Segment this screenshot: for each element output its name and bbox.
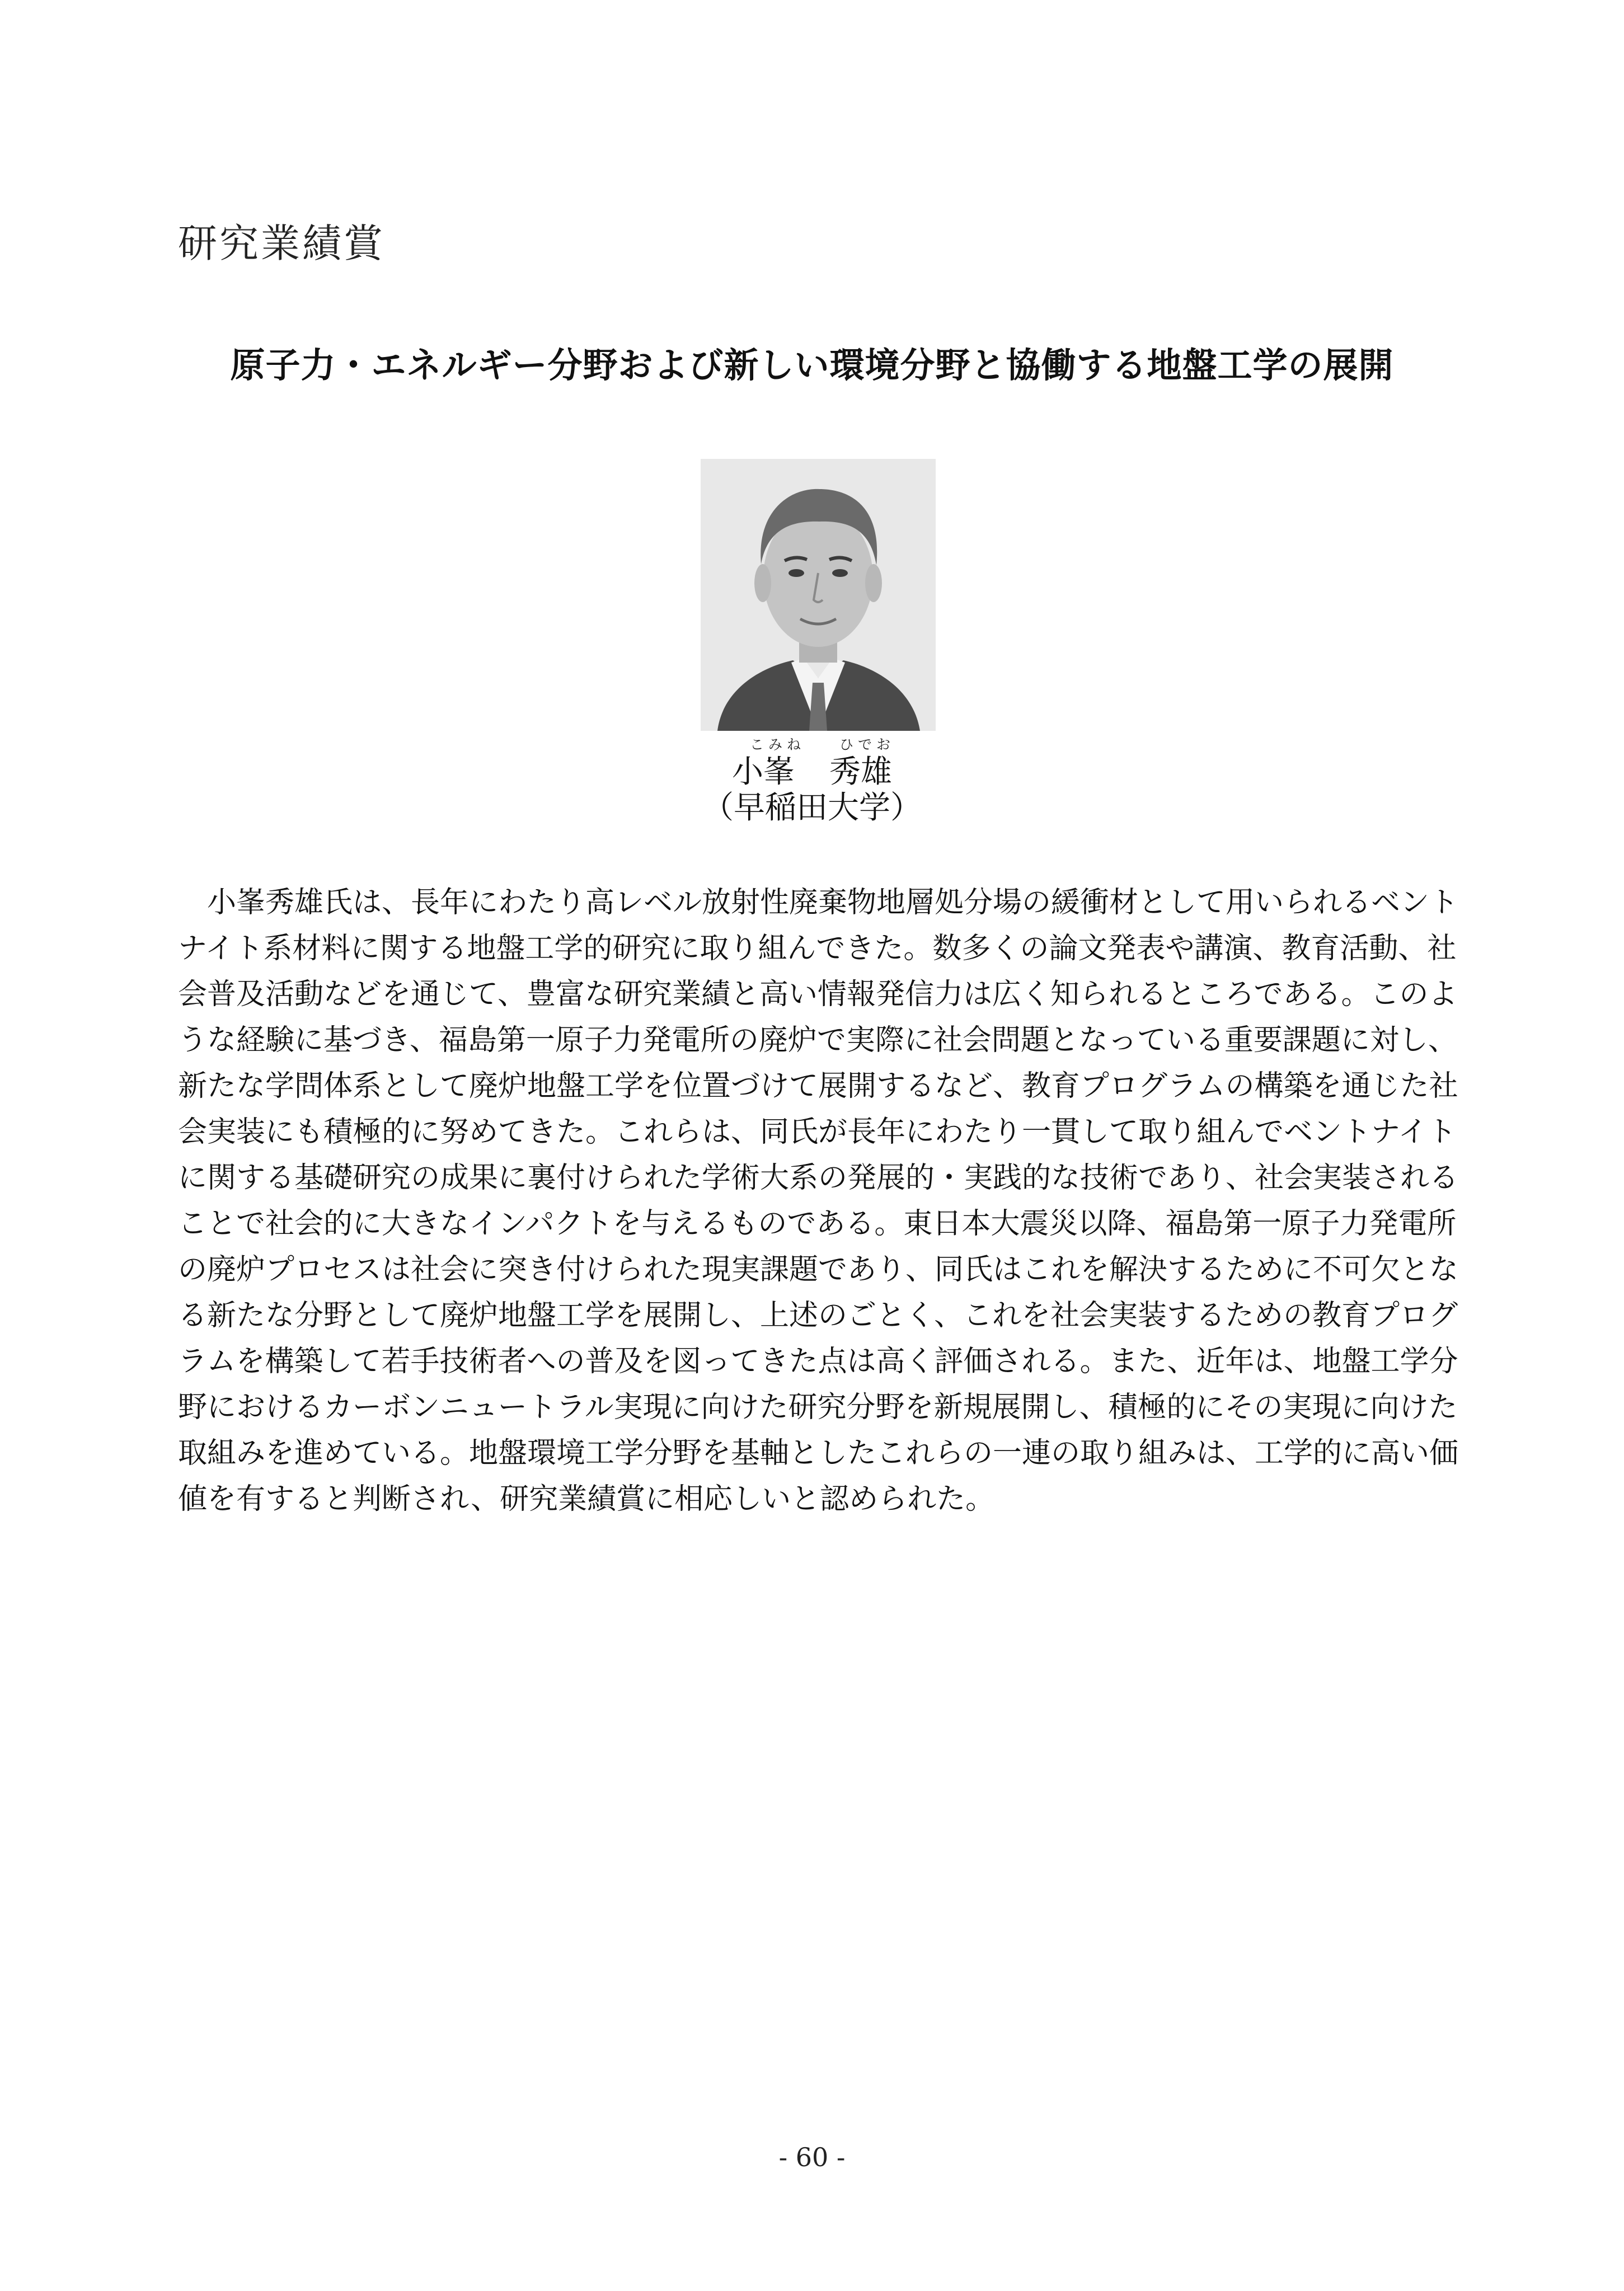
awardee-affiliation: （早稲田大学） [702, 790, 922, 826]
given-name: 秀雄 [829, 754, 892, 790]
citation-line: 野におけるカーボンニュートラル実現に向けた研究分野を新規展開し、積極的にその実現に向けた [178, 1391, 1458, 1424]
awardee-name [0, 753, 1624, 791]
awardee-photo [701, 459, 936, 731]
family-name: 小峯 [732, 754, 795, 790]
citation-paragraph [178, 880, 1459, 1522]
citation-line: ナイト系材料に関する地盤工学的研究に取り組んできた。数多くの論文発表や講演、教育活動、社 [178, 932, 1457, 965]
citation-line: 新たな学問体系として廃炉地盤工学を位置づけて展開するなど、教育プログラムの構築を通じた社 [178, 1069, 1458, 1103]
citation-line: 取組みを進めている。地盤環境工学分野を基軸としたこれらの一連の取り組みは、工学的に高い価 [178, 1436, 1459, 1470]
citation-line: に関する基礎研究の成果に裏付けられた学術大系の発展的・実践的な技術であり、社会実装される [178, 1161, 1459, 1195]
citation-line: うな経験に基づき、福島第一原子力発電所の廃炉で実際に社会問題となっている重要課題に対し、 [178, 1024, 1457, 1057]
family-name-ruby: こみね [750, 736, 806, 753]
citation-line: ことで社会的に大きなインパクトを与えるものである。東日本大震災以降、福島第一原子力発電所 [178, 1207, 1457, 1241]
citation-line: 小峯秀雄氏は、長年にわたり高レベル放射性廃棄物地層処分場の緩衝材として用いられるベント [207, 886, 1459, 919]
citation-line: ラムを構築して若手技術者への普及を図ってきた点は高く評価される。また、近年は、地盤工学分 [178, 1345, 1458, 1378]
citation-line: 会実装にも積極的に努めてきた。これらは、同氏が長年にわたり一貫して取り組んでベントナイト [178, 1115, 1457, 1149]
citation-line: の廃炉プロセスは社会に突き付けられた現実課題であり、同氏はこれを解決するために不可欠とな [178, 1253, 1459, 1287]
award-title: 原子力・エネルギー分野および新しい環境分野と協働する地盤工学の展開 [230, 345, 1394, 386]
page-number: - 60 - [778, 2142, 846, 2172]
given-name-ruby: ひでお [839, 736, 895, 753]
citation-line: る新たな分野として廃炉地盤工学を展開し、上述のごとく、これを社会実装するための教育プログ [178, 1299, 1458, 1332]
citation-line: 会普及活動などを通じて、豊富な研究業績と高い情報発信力は広く知られるところである。このよ [178, 978, 1458, 1011]
citation-line: 値を有すると判断され、研究業績賞に相応しいと認められた。 [178, 1482, 995, 1516]
award-category: 研究業績賞 [178, 220, 385, 266]
